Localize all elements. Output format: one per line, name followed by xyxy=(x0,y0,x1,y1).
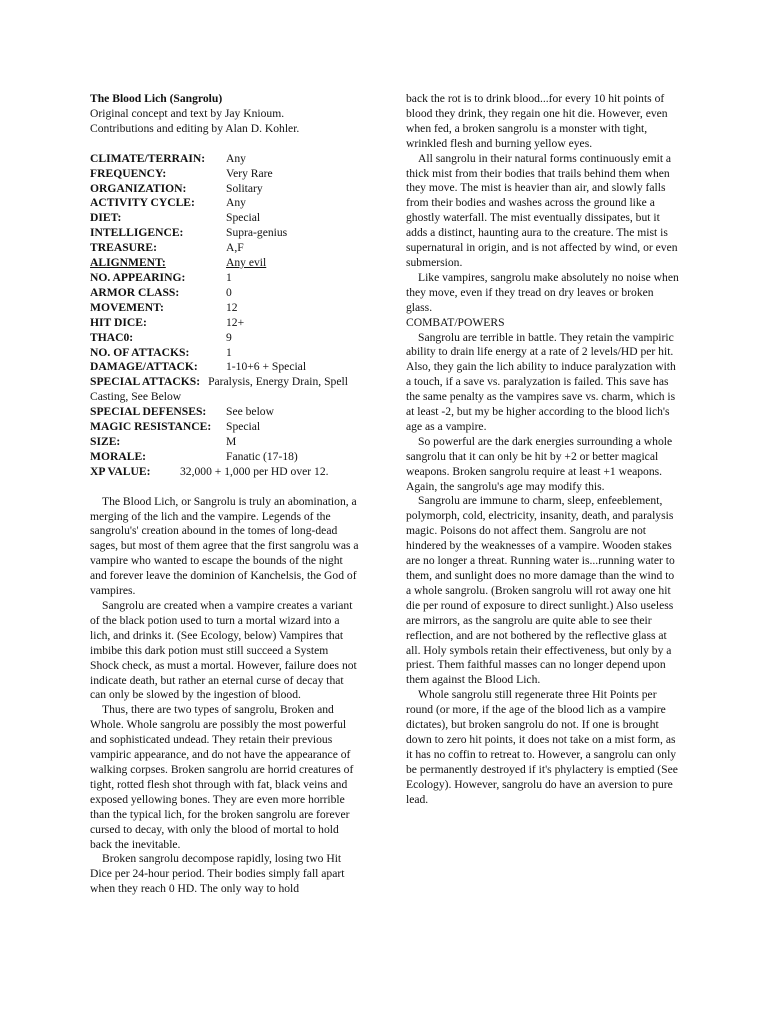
stat-row-xp-value: XP VALUE: 32,000 + 1,000 per HD over 12. xyxy=(90,464,329,478)
body-paragraph: Sangrolu are terrible in battle. They retain the vampiric ability to drain life energy at a rate of 2 levels/HD per hit. Also, they gain the lich ability to induce paralyzation with a touch, if a save vs. paralyzation is failed. This save has the same penalty as the vampires save vs. charm, which is at least -2, but my be higher according to the blood lich's age as a vampire. xyxy=(406,330,676,433)
body-paragraph: Whole sangrolu still regenerate three Hit Points per round (or more, if the age of the blood lich as a vampire dictates), but broken sangrolu do not. If one is brought down to zero hit points, it does not take on a mist form, as it has no coffin to retreat to. However, a sangrolu can only be permanently destroyed if it's phylactery is emptied (See Ecology). However, sangrolu do have an aversion to pure lead. xyxy=(406,688,678,806)
stat-row: DIET: Special xyxy=(90,211,261,225)
stat-row: DAMAGE/ATTACK: 1-10+6 + Special xyxy=(90,360,307,374)
body-paragraph: Broken sangrolu decompose rapidly, losing two Hit Dice per 24-hour period. Their bodies simply fall apart when they reach 0 HD. The only way to hold xyxy=(90,852,345,896)
stat-row: NO. APPEARING: 1 xyxy=(90,270,232,284)
body-paragraph: Thus, there are two types of sangrolu, Broken and Whole. Whole sangrolu are possibly the most powerful and sophisticated undead. They retain their previous vampiric appearance, and do not have the appearance of walking corpses. Broken sangrolu are horrid creatures of tight, rotted flesh shot through with fat, black veins and exposed yellowing bones. They are even more horrible than the typical lich, for the broken sangrolu are forever cursed to decay, with only the blood of mortal to hold back the inevitable. xyxy=(90,703,354,851)
body-paragraph: Sangrolu are created when a vampire creates a variant of the black potion used to turn a mortal wizard into a lich, and drinks it. (See Ecology, below) Vampires that imbibe this dark potion must still succeed a System Shock check, as must a mortal. However, failure does not indicate death, but rather an eternal curse of decay that can only be slowed by the ingestion of blood. xyxy=(90,599,357,702)
stat-row-special-attacks: SPECIAL ATTACKS: Paralysis, Energy Drain, Spell Casting, See Below xyxy=(90,375,348,404)
body-paragraph: Sangrolu are immune to charm, sleep, enfeeblement, polymorph, cold, electricity, insanity, death, and paralysis magic. Poisons do not affect them. Sangrolu are not hindered by the weaknesses of a vampire. Wooden stakes are no longer a threat. Running water is...running water to them, and sunlight does no more damage than the wind to a whole sangrolu. (Broken sangrolu will rot away one hit die per round of exposure to direct sunlight.) Also useless are mirrors, as the sangrolu are quite able to see their reflection, and are not bothered by the reflective glass at all. Holy symbols retain their effectiveness, but only by a priest. Them faithful masses can no longer depend upon them against the Blood Lich. xyxy=(406,494,675,687)
body-paragraph-continued: back the rot is to drink blood...for every 10 hit points of blood they drink, they regain one hit die. However, even when fed, a broken sangrolu is a monster with tight, wrinkled flesh and burning yellow eyes. xyxy=(406,92,668,150)
stat-row: HIT DICE: 12+ xyxy=(90,315,245,329)
body-paragraph: Like vampires, sangrolu make absolutely no noise when they move, even if they tread on dry leaves or broken glass. xyxy=(406,270,679,314)
stat-row: CLIMATE/TERRAIN: Any xyxy=(90,151,246,165)
stat-row: ARMOR CLASS: 0 xyxy=(90,285,232,299)
stat-row: NO. OF ATTACKS: 1 xyxy=(90,345,232,359)
stat-row: MAGIC RESISTANCE: Special xyxy=(90,420,261,434)
body-paragraph: So powerful are the dark energies surrounding a whole sangrolu that it can only be hit by +2 or better magical weapons. Broken sangrolu require at least +1 weapons. Again, the sangrolu's age may modify this. xyxy=(406,434,673,493)
stat-row: MOVEMENT: 12 xyxy=(90,300,238,314)
stat-row: SPECIAL DEFENSES: See below xyxy=(90,405,274,419)
stat-row: INTELLIGENCE: Supra-genius xyxy=(90,226,288,240)
stat-row: ACTIVITY CYCLE: Any xyxy=(90,196,246,210)
stat-row: TREASURE: A,F xyxy=(90,241,244,255)
body-paragraph: All sangrolu in their natural forms continuously emit a thick mist from their bodies that trails behind them when they move. The mist is heavier than air, and slowly falls from their bodies and washes across the ground like a ghostly waterfall. The mist eventually dissipates, but it adds a distinct, haunting aura to the creature. The mist is supernatural in origin, and is not affected by wind, or even submersion. xyxy=(406,151,678,269)
stat-block xyxy=(90,152,360,480)
credit-editing: Contributions and editing by Alan D. Kohler. xyxy=(90,121,300,135)
stat-row: ORGANIZATION: Solitary xyxy=(90,181,263,195)
stat-row: THAC0: 9 xyxy=(90,330,232,344)
stat-row-alignment: ALIGNMENT: Any evil xyxy=(90,256,267,270)
body-paragraph: The Blood Lich, or Sangrolu is truly an abomination, a merging of the lich and the vampire. Legends of the sangrolu's' creation abound in the tomes of long-dead sages, but most of them agree that the first sangrolu was a vampire who wanted to escape the bounds of the night and forever leave the dominion of Kanchelsis, the God of vampires. xyxy=(90,494,359,598)
section-heading: COMBAT/POWERS xyxy=(406,315,505,329)
stat-row: SIZE: M xyxy=(90,434,237,448)
stat-row: FREQUENCY: Very Rare xyxy=(90,166,273,180)
right-column xyxy=(406,92,680,808)
document-title: The Blood Lich (Sangrolu) xyxy=(90,92,223,105)
credit-concept: Original concept and text by Jay Knioum. xyxy=(90,106,285,120)
stat-row: MORALE: Fanatic (17-18) xyxy=(90,449,298,463)
left-column xyxy=(90,92,360,897)
